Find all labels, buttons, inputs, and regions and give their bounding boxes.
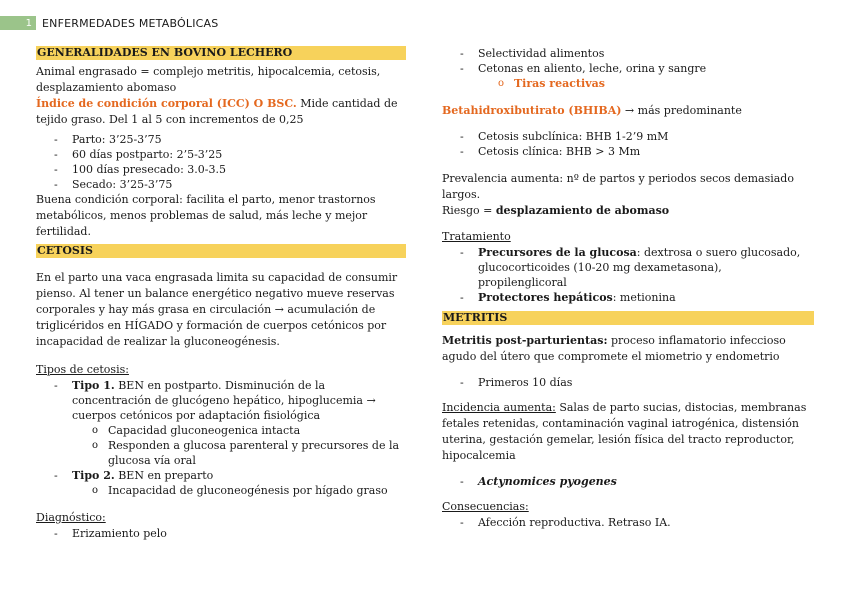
subheading-diagnostico: Diagnóstico: xyxy=(36,511,106,524)
list-item: - 100 días presecado: 3.0-3.5 xyxy=(36,162,406,177)
page-number: 1 xyxy=(0,16,36,30)
icc-label: Índice de condición corporal (ICC) O BSC. xyxy=(36,97,297,110)
list-subitem-tiras: o Tiras reactivas xyxy=(442,76,814,91)
list-item: - Afección reproductiva. Retraso IA. xyxy=(442,515,814,530)
tipo2-label: Tipo 2. xyxy=(72,469,115,482)
bacteria-list xyxy=(442,474,814,489)
list-item: - Selectividad alimentos xyxy=(442,46,814,61)
diagnostico-list xyxy=(36,526,406,541)
paragraph-riesgo: Riesgo = desplazamiento de abomaso xyxy=(442,204,670,217)
page-header xyxy=(0,16,218,30)
tratamiento-list xyxy=(442,245,814,305)
bhb-list xyxy=(442,129,814,159)
paragraph-icc xyxy=(36,96,406,128)
bhiba-label: Betahidroxibutirato (BHIBA) xyxy=(442,104,622,117)
metritis-list xyxy=(442,375,814,390)
list-item: - Cetosis subclínica: BHB 1-2’9 mM xyxy=(442,129,814,144)
list-subitem: o Responden a glucosa parenteral y precursores de la glucosa vía oral xyxy=(36,438,406,468)
paragraph-prevalencia: Prevalencia aumenta: nº de partos y periodos secos demasiado largos. xyxy=(442,172,794,201)
tipo1-text: BEN en postparto. Disminución de la concentración de glucógeno hepático, hipoglucemia → cuerpos cetónicos por adaptación fisiológica xyxy=(72,379,376,422)
right-column xyxy=(442,46,814,530)
paragraph-incidencia: Incidencia aumenta: Salas de parto sucias, distocias, membranas fetales retenidas, contaminación vaginal iatrogénica, distensión uterina, gestación gemelar, lesión física del tracto reproductor, hipocalcemia xyxy=(442,401,807,462)
riesgo-value: desplazamiento de abomaso xyxy=(495,204,670,217)
diagnostico-list-cont xyxy=(442,46,814,91)
section-heading-generalidades: GENERALIDADES EN BOVINO LECHERO xyxy=(36,46,406,60)
list-subitem: o Incapacidad de gluconeogénesis por hígado graso xyxy=(36,483,406,498)
paragraph-metritis: Metritis post-parturientas: proceso inflamatorio infeccioso agudo del útero que compromete el miometrio y endometrio xyxy=(442,334,786,363)
list-item-precursores: - Precursores de la glucosa: dextrosa o suero glucosado, glucocorticoides (10-20 mg dexametasona), propilenglicoral xyxy=(442,245,814,290)
tipos-list xyxy=(36,378,406,498)
list-item: - 60 días postparto: 2’5-3’25 xyxy=(36,147,406,162)
list-item: - Cetonas en aliento, leche, orina y sangre xyxy=(442,61,814,76)
tipo2-text: BEN en preparto xyxy=(114,469,214,482)
paragraph-complejo: Animal engrasado = complejo metritis, hipocalcemia, cetosis, desplazamiento abomaso xyxy=(36,65,381,94)
list-item: - Erizamiento pelo xyxy=(36,526,406,541)
icc-list xyxy=(36,132,406,192)
list-item: - Primeros 10 días xyxy=(442,375,814,390)
subheading-consecuencias: Consecuencias: xyxy=(442,500,529,513)
paragraph-cetosis: En el parto una vaca engrasada limita su capacidad de consumir pienso. Al tener un balance energético negativo mueve reservas corporales y hay más grasa en circulación → acumulación de triglicéridos en HÍGADO y formación de cuerpos cetónicos por incapacidad de realizar la gluconeogénesis. xyxy=(36,271,398,348)
paragraph-condicion: Buena condición corporal: facilita el parto, menor trastornos metabólicos, menos problemas de salud, más leche y mejor fertilidad. xyxy=(36,193,376,238)
icc-text: Mide cantidad de tejido graso. Del 1 al 5 con incrementos de 0,25 xyxy=(36,97,398,126)
tipo1-label: Tipo 1. xyxy=(72,379,115,392)
subheading-tratamiento: Tratamiento xyxy=(442,230,511,243)
consecuencias-list xyxy=(442,515,814,530)
list-item: - Cetosis clínica: BHB > 3 Mm xyxy=(442,144,814,159)
list-item-tipo1 xyxy=(36,378,406,423)
list-item: - Parto: 3’25-3’75 xyxy=(36,132,406,147)
subheading-tipos: Tipos de cetosis: xyxy=(36,363,129,376)
list-item: - Secado: 3’25-3’75 xyxy=(36,177,406,192)
paragraph-bhiba xyxy=(442,103,814,119)
section-heading-metritis: METRITIS xyxy=(442,311,814,325)
list-item-protectores: - Protectores hepáticos: metionina xyxy=(442,290,814,305)
list-subitem: o Capacidad gluconeogenica intacta xyxy=(36,423,406,438)
list-item-bacteria: - Actynomices pyogenes xyxy=(442,474,814,489)
bhiba-text: → más predominante xyxy=(621,104,742,117)
list-item-tipo2 xyxy=(36,468,406,483)
page-title: ENFERMEDADES METABÓLICAS xyxy=(42,16,219,30)
section-heading-cetosis: CETOSIS xyxy=(36,244,406,258)
left-column xyxy=(36,46,406,541)
